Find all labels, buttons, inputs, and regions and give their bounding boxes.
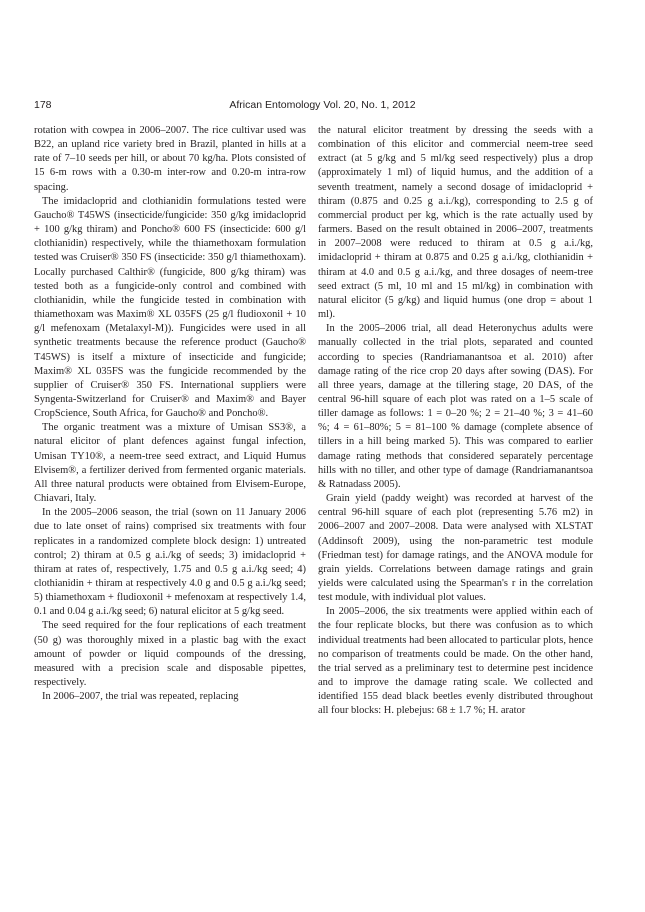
paragraph: In the 2005–2006 trial, all dead Heteronychus adults were manually collected in the trial plots, separated and counted according to species (Randriamanantsoa et al. 2010) after damage rating of the rice crop 20 days after sowing (DAS). For all three years, damage at the tillering stage, 20 DAS, of the central 96-hill square of each plot was rated on a 1–5 scale of tiller damage as follows: 1 = 0–20 %; 2 = 21–40 %; 3 = 41–60 %; 4 = 61–80%; 5 = 81–100 % damage (complete absence of tillers in a hill being marked 5). This was compared to earlier damage rating methods that considered separately percentage hills with no tiller, and other type of damage (Randriamanantsoa & Ratnadass 2005). [318, 323, 593, 490]
journal-title: African Entomology Vol. 20, No. 1, 2012 [229, 99, 416, 111]
paragraph: The organic treatment was a mixture of Umisan SS3®, a natural elicitor of plant defences against fungal infection, Umisan TY10®, a neem-tree seed extract, and Liquid Humus Elvisem®, a fertilizer derived from fermented organic materials. All three natural products were obtained from Elvisem-Europe, Chiavari, Italy. [34, 422, 306, 505]
right-column [318, 124, 593, 719]
paragraph: rotation with cowpea in 2006–2007. The rice cultivar used was B22, an upland rice variety bred in Brazil, planted in hills at a rate of 7–10 seeds per hill, or about 70 kg/ha. Plots consisted of 15 6-m rows with a 0.30-m inter-row and 0.20-m intra-row spacing. [34, 125, 306, 193]
paragraph: In the 2005–2006 season, the trial (sown on 11 January 2006 due to late onset of rains) comprised six treatments with four replicates in a randomized complete block design: 1) untreated control; 2) thiram at 0.5 g a.i./kg of seeds; 3) imidacloprid + thiram at rates of, respectively, 1.75 and 0.5 g a.i./kg seed; 4) clothianidin + thiram at respectively 4.0 g and 0.5 g a.i./kg seed; 5) thiamethoxam + fludioxonil + mefenoxam at respectively 1.4, 0.1 and 0.04 g a.i./kg seed; 6) natural elicitor at 5 g/kg seed. [34, 507, 306, 618]
page-number: 178 [34, 99, 52, 111]
paragraph: In 2006–2007, the trial was repeated, replacing [42, 691, 239, 703]
paragraph: the natural elicitor treatment by dressing the seeds with a combination of this elicitor and commercial neem-tree seed extract (at 5 g/kg and 5 ml/kg seed respectively) plus a drop (approximately 1 ml) of liquid humus, and the addition of a seventh treatment, namely a second dosage of imidacloprid + thiram (0.875 and 0.25 g a.i./kg), corresponding to 2.5 g of commercial product per kg, which is the rate actually used by farmers. Based on the result obtained in 2006–2007, treatments in 2007–2008 were reduced to thiram at 0.5 g a.i./kg, imidacloprid + thiram at 0.875 and 0.25 g a.i./kg, clothianidin + thiram at 4.0 and 0.5 g a.i./kg, and three dosages of neem-tree seed extract (5 ml, 10 ml and 15 ml/kg) in combination with natural elicitor (5 g/kg) and liquid humus (one drop = about 1 ml). [318, 125, 593, 321]
paragraph: The seed required for the four replications of each treatment (50 g) was thoroughly mixed in a plastic bag with the exact amount of powder or liquid compounds of the dressing, measured with a precision scale and disposable pipettes, respectively. [34, 620, 306, 689]
left-column [34, 124, 306, 704]
paragraph: In 2005–2006, the six treatments were applied within each of the four replicate blocks, but there was confusion as to which individual treatments had been allocated to particular plots, hence no comparison of treatments could be made. On the other hand, the trial served as a preliminary test to determine pest incidence and to improve the damage rating scale. We collected and identified 155 dead black beetles evenly distributed throughout all four blocks: H. plebejus: 68 ± 1.7 %; H. arator [318, 606, 593, 717]
paragraph: The imidacloprid and clothianidin formulations tested were Gaucho® T45WS (insecticide/fungicide: 350 g/kg imidacloprid + 100 g/kg thiram) and Poncho® 600 FS (insecticide: 600 g/l clothianidin) respectively, while the thiamethoxam formulation tested was Cruiser® 350 FS (insecticide: 350 g/l thiamethoxam). Locally purchased Calthir® (fungicide, 800 g/kg thiram) was tested both as a fungicide-only control and combined with clothianidin, while the fungicide tested in combination with thiamethoxam was Maxim® XL 035FS (25 g/l fludioxonil + 10 g/l mefenoxam (Metalaxyl-M)). Fungicides were used in all synthetic treatments because the reference product (Gaucho® T45WS) is itself a mixture of insecticide and fungicide; Maxim® XL 035FS was the fungicide recommended by the supplier of Cruiser® 350 FS. International suppliers were Syngenta-Switzerland for Cruiser® and Maxim® and Bayer CropScience, South Africa, for Gaucho® and Poncho®. [34, 195, 306, 420]
paragraph: Grain yield (paddy weight) was recorded at harvest of the central 96-hill square of each plot (representing 5.76 m2) in 2006–2007 and 2007–2008. Data were analysed with XLSTAT (Addinsoft 2009), using the non-parametric test module (Friedman test) for damage ratings, and the ANOVA module for grain yields. Correlations between damage ratings and grain yields were calculated using the Spearman's r in the correlation test module, with individual plot values. [318, 493, 593, 604]
running-header [34, 99, 611, 113]
